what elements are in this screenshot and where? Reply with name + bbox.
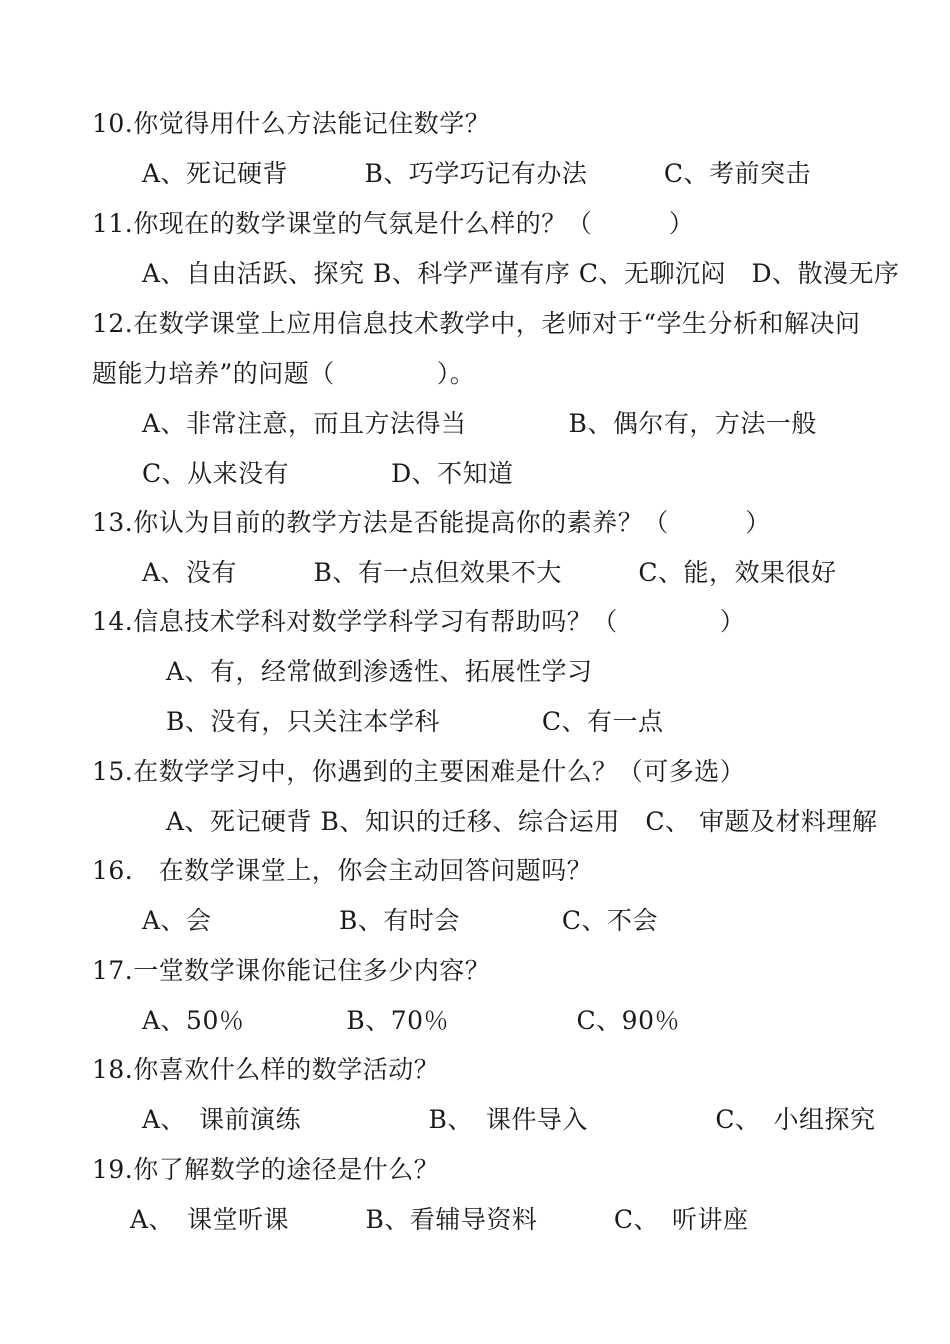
question-13-options: A、没有 B、有一点但效果不大 C、能，效果很好 [142, 558, 837, 587]
question-14: 14.信息技术学科对数学学科学习有帮助吗？（ ） [92, 607, 746, 636]
question-17-options: A、50％ B、70％ C、90％ [142, 1006, 680, 1035]
question-12-continued: 题能力培养”的问题（ ）。 [92, 359, 476, 388]
question-19-options: A、 课堂听课 B、看辅导资料 C、 听讲座 [130, 1205, 749, 1234]
question-15: 15.在数学学习中，你遇到的主要困难是什么？（可多选） [92, 757, 746, 786]
question-12-options-row-1: A、非常注意，而且方法得当 B、偶尔有，方法一般 [142, 409, 817, 438]
question-17: 17.一堂数学课你能记住多少内容？ [92, 956, 491, 985]
question-16: 16. 在数学课堂上，你会主动回答问题吗？ [92, 856, 593, 885]
question-11-options: A、自由活跃、探究 B、科学严谨有序 C、无聊沉闷 D、散漫无序 [142, 259, 900, 288]
question-16-options: A、会 B、有时会 C、不会 [142, 906, 659, 935]
question-10-options: A、死记硬背 B、巧学巧记有办法 C、考前突击 [142, 159, 812, 188]
question-19: 19.你了解数学的途径是什么？ [92, 1155, 440, 1184]
question-11: 11.你现在的数学课堂的气氛是什么样的？（ ） [92, 209, 695, 238]
question-14-options-row-1: A、有，经常做到渗透性、拓展性学习 [166, 657, 593, 686]
question-18: 18.你喜欢什么样的数学活动？ [92, 1055, 440, 1084]
question-18-options: A、 课前演练 B、 课件导入 C、 小组探究 [142, 1105, 876, 1134]
question-15-options: A、死记硬背 B、知识的迁移、综合运用 C、 审题及材料理解 [166, 807, 878, 836]
question-13: 13.你认为目前的教学方法是否能提高你的素养？（ ） [92, 508, 771, 537]
question-14-options-row-2: B、没有，只关注本学科 C、有一点 [166, 707, 664, 736]
question-12: 12.在数学课堂上应用信息技术教学中，老师对于“学生分析和解决问 [92, 309, 861, 338]
question-12-options-row-2: C、从来没有 D、不知道 [142, 459, 514, 488]
question-10: 10.你觉得用什么方法能记住数学？ [92, 109, 491, 138]
